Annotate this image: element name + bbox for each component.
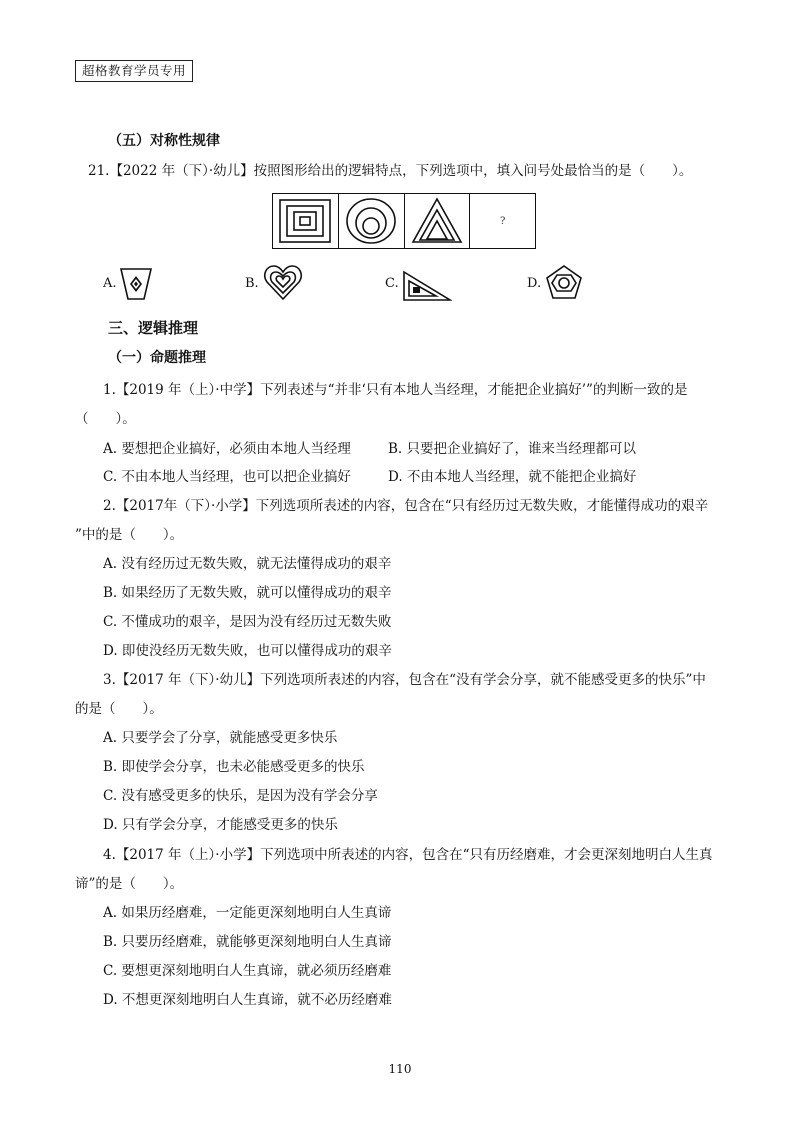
q21-option-b-shape[interactable] — [263, 264, 303, 302]
question-4-stem-line2: 谛”的是（ ）。 — [75, 876, 184, 892]
q3-option-c[interactable]: C. 没有感受更多的快乐，是因为没有学会分享 — [103, 788, 378, 804]
question-3-stem-line1: 3.【2017 年（下）·幼儿】下列选项所表述的内容，包含在“没有学会分享，就不能感受更多的快乐”中 — [103, 672, 706, 688]
q1-option-a[interactable]: A. 要想把企业搞好，必须由本地人当经理 — [103, 441, 351, 457]
subsection-heading-propositions: （一）命题推理 — [108, 350, 206, 366]
q2-option-c[interactable]: C. 不懂成功的艰辛，是因为没有经历过无数失败 — [103, 614, 392, 630]
page-number: 110 — [388, 1062, 412, 1076]
question-3-stem-line2: 的是（ ）。 — [75, 701, 163, 717]
q4-option-c[interactable]: C. 要想更深刻地明白人生真谛，就必须历经磨难 — [103, 963, 392, 979]
q3-option-d[interactable]: D. 只有学会分享，才能感受更多的快乐 — [103, 817, 338, 833]
q2-option-d[interactable]: D. 即使没经历无数失败，也可以懂得成功的艰辛 — [103, 643, 392, 659]
figure-nested-squares — [273, 194, 339, 248]
header-tag: 超格教育学员专用 — [75, 60, 193, 82]
question-mark: ? — [499, 215, 506, 227]
question-4-stem-line1: 4.【2017 年（上）·小学】下列选项中所表述的内容，包含在“只有历经磨难，才会更深刻地明白人生真 — [103, 847, 713, 863]
q21-option-a-label[interactable]: A. — [103, 276, 117, 291]
figure-sequence — [272, 193, 536, 249]
q21-option-a-shape[interactable] — [118, 266, 154, 302]
question-2-stem-line1: 2.【2017年（下）·小学】下列选项所表述的内容，包含在“只有经历过无数失败，才能懂得成功的艰辛 — [103, 498, 709, 514]
q21-option-c-shape[interactable] — [402, 270, 452, 302]
q3-option-a[interactable]: A. 只要学会了分享，就能感受更多快乐 — [103, 730, 338, 746]
q4-option-b[interactable]: B. 只要历经磨难，就能够更深刻地明白人生真谛 — [103, 934, 392, 950]
q1-option-d[interactable]: D. 不由本地人当经理，就不能把企业搞好 — [388, 469, 637, 485]
q2-option-b[interactable]: B. 如果经历了无数失败，就可以懂得成功的艰辛 — [103, 585, 392, 601]
figure-nested-circles — [339, 194, 405, 248]
q4-option-a[interactable]: A. 如果历经磨难，一定能更深刻地明白人生真谛 — [103, 905, 392, 921]
q4-option-d[interactable]: D. 不想更深刻地明白人生真谛，就不必历经磨难 — [103, 992, 392, 1008]
q1-option-c[interactable]: C. 不由本地人当经理，也可以把企业搞好 — [103, 469, 351, 485]
question-1-stem-line1: 1.【2019 年（上）·中学】下列表述与“并非‘只有本地人当经理，才能把企业搞好’”的判断一致的是 — [103, 382, 688, 398]
q21-option-d-label[interactable]: D. — [527, 276, 542, 291]
question-21-stem: 21.【2022 年（下）·幼儿】按照图形给出的逻辑特点，下列选项中，填入问号处最恰当的是（ ）。 — [88, 163, 693, 179]
section-heading-logic: 三、逻辑推理 — [108, 319, 199, 337]
question-1-stem-line2: （ ）。 — [75, 411, 136, 427]
figure-question-cell — [470, 194, 535, 248]
question-2-stem-line2: ”中的是（ ）。 — [75, 527, 184, 543]
q1-option-b[interactable]: B. 只要把企业搞好了，谁来当经理都可以 — [388, 441, 637, 457]
q21-option-c-label[interactable]: C. — [385, 276, 399, 291]
q21-option-d-shape[interactable] — [545, 264, 583, 300]
q21-option-b-label[interactable]: B. — [245, 276, 259, 291]
q3-option-b[interactable]: B. 即使学会分享，也未必能感受更多的快乐 — [103, 759, 365, 775]
section-heading-symmetry: （五）对称性规律 — [108, 133, 220, 149]
q2-option-a[interactable]: A. 没有经历过无数失败，就无法懂得成功的艰辛 — [103, 556, 392, 572]
figure-nested-triangles — [405, 194, 471, 248]
